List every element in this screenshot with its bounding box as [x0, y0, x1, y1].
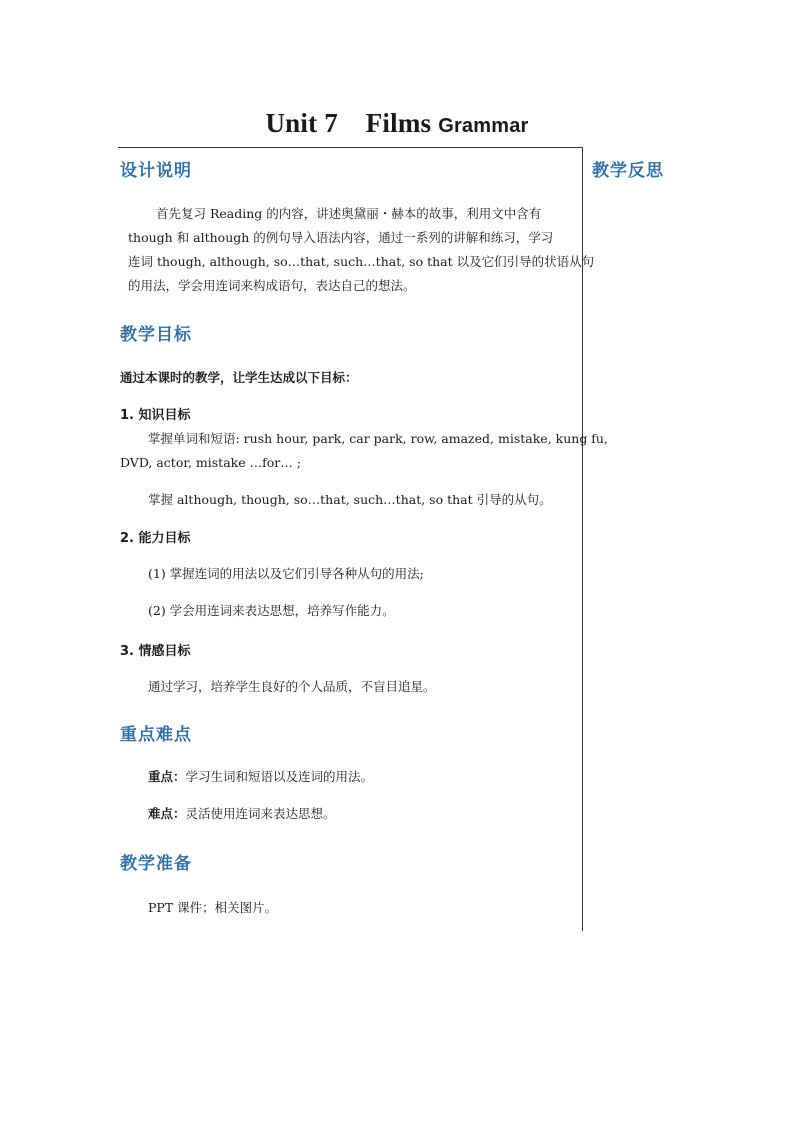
page-title [0, 108, 794, 139]
objectives-heading: 教学目标 [120, 325, 192, 345]
ability-item-1: (1) 掌握连词的用法以及它们引导各种从句的用法; [148, 566, 424, 581]
reflection-heading: 教学反思 [592, 161, 664, 181]
knowledge-line-2: DVD, actor, mistake …for… ; [120, 455, 301, 470]
key-text: 学习生词和短语以及连词的用法。 [185, 769, 374, 784]
preparation-heading: 教学准备 [120, 854, 192, 874]
title-main: Unit 7 Films [265, 108, 432, 138]
title-sub: Grammar [438, 115, 529, 137]
knowledge-heading: 1. 知识目标 [120, 408, 191, 423]
design-heading: 设计说明 [120, 161, 192, 181]
design-line-1: 首先复习 Reading 的内容，讲述奥黛丽・赫本的故事，利用文中含有 [156, 206, 542, 221]
knowledge-line-3: 掌握 although, though, so…that, such…that, so that 引导的从句。 [148, 492, 552, 507]
objectives-intro: 通过本课时的教学，让学生达成以下目标： [120, 370, 358, 385]
emotion-heading: 3. 情感目标 [120, 644, 191, 659]
design-line-2: though 和 although 的例句导入语法内容，通过一系列的讲解和练习，学习 [128, 230, 554, 245]
ability-heading: 2. 能力目标 [120, 531, 191, 546]
knowledge-line-1: 掌握单词和短语: rush hour, park, car park, row, amazed, mistake, kung fu, [148, 431, 608, 446]
title-divider [118, 147, 583, 148]
key-label: 重点： [148, 769, 186, 784]
key-point-line [148, 765, 373, 790]
ability-item-2: (2) 学会用连词来表达思想，培养写作能力。 [148, 603, 395, 618]
difficult-label: 难点： [148, 806, 186, 821]
design-line-4: 的用法，学会用连词来构成语句，表达自己的想法。 [128, 278, 416, 293]
difficult-point-line [148, 802, 336, 827]
preparation-line-1: PPT 课件；相关图片。 [148, 900, 278, 915]
design-line-3: 连词 though, although, so…that, such…that, so that 以及它们引导的状语从句 [128, 254, 595, 269]
difficult-text: 灵活使用连词来表达思想。 [185, 806, 336, 821]
key-points-heading: 重点难点 [120, 725, 192, 745]
emotion-line-1: 通过学习，培养学生良好的个人品质，不盲目追星。 [148, 679, 436, 694]
